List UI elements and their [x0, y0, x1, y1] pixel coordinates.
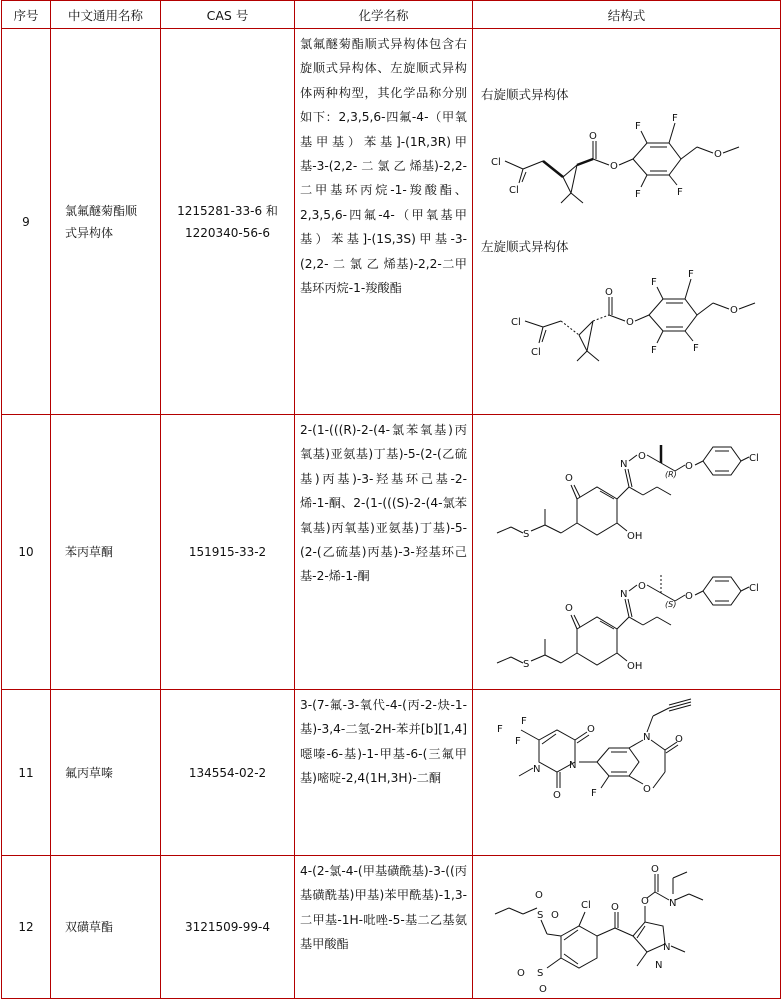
common-name-line: 式异构体	[65, 225, 114, 240]
atom-label: F	[515, 736, 521, 747]
atom-label: F	[672, 113, 678, 124]
atom-label: F	[635, 121, 641, 132]
atom-label: N	[620, 589, 628, 600]
atom-label: O	[539, 984, 547, 995]
atom-label: O	[611, 902, 619, 913]
atom-label: (R)	[665, 470, 677, 479]
atom-label: O	[535, 890, 543, 901]
cas-line: 134554-02-2	[188, 765, 267, 780]
atom-label: OH	[627, 531, 643, 542]
header-chem: 化学名称	[295, 1, 473, 29]
atom-label: O	[675, 734, 683, 745]
atom-label: F	[591, 788, 597, 799]
header-name: 中文通用名称	[51, 1, 161, 29]
structure-left-cis-isomer	[477, 255, 773, 379]
atom-label: F	[693, 343, 699, 354]
structure-r-isomer	[477, 423, 775, 553]
atom-label: Cl	[491, 157, 501, 168]
atom-label: O	[565, 473, 573, 484]
atom-label: F	[521, 716, 527, 727]
row-number: 12	[2, 856, 51, 999]
atom-label: Cl	[581, 900, 591, 911]
atom-label: F	[635, 189, 641, 200]
atom-label: O	[626, 317, 634, 328]
chemical-name-text: 3-(7-氟-3-氧代-4-(丙-2-炔-1-基)-3,4-二氢-2H-苯并[b][1,4]噁嗪-6-基)-1-甲基-6-(三氟甲基)嘧啶-2,4(1H,3H)-二酮	[300, 698, 467, 786]
structure-flupropazine	[477, 696, 775, 816]
cas-line: 1220340-56-6	[184, 225, 270, 240]
atom-label: F	[651, 345, 657, 356]
atom-label: O	[638, 451, 646, 462]
atom-label: O	[565, 603, 573, 614]
common-name	[51, 690, 161, 856]
common-name-line: 氯氟醚菊酯顺	[65, 203, 138, 218]
atom-label: O	[610, 161, 618, 172]
atom-label: Cl	[511, 317, 521, 328]
atom-label: OH	[627, 661, 643, 672]
atom-label: O	[517, 968, 525, 979]
table-row	[2, 29, 781, 415]
atom-label: O	[553, 790, 561, 801]
atom-label: F	[651, 277, 657, 288]
structure-cell	[473, 690, 781, 856]
table-row	[2, 415, 781, 690]
structure-right-cis-isomer	[477, 103, 773, 223]
header-row	[2, 1, 781, 29]
row-number: 9	[2, 29, 51, 415]
atom-label: Cl	[749, 583, 759, 594]
atom-label: Cl	[749, 453, 759, 464]
row-number: 10	[2, 415, 51, 690]
atom-label: S	[523, 659, 530, 670]
cas-number	[161, 29, 295, 415]
common-name-line: 氟丙草嗪	[65, 765, 114, 780]
header-struct: 结构式	[473, 1, 781, 29]
cas-line: 151915-33-2	[188, 545, 267, 559]
atom-label: N	[655, 960, 663, 971]
structure-cell	[473, 415, 781, 690]
cas-line: 1215281-33-6 和	[177, 203, 278, 218]
atom-label: S	[537, 910, 544, 921]
cas-number	[161, 856, 295, 999]
chemical-name-text: 4-(2-氯-4-(甲基磺酰基)-3-((丙基磺酰基)甲基)苯甲酰基)-1,3-二甲基-1H-吡唑-5-基二乙基氨基甲酸酯	[300, 864, 467, 952]
atom-label: O	[651, 864, 659, 875]
atom-label: O	[685, 591, 693, 602]
atom-label: Cl	[509, 185, 519, 196]
table-row	[2, 856, 781, 999]
common-name-line: 苯丙草酮	[65, 545, 114, 559]
atom-label: O	[589, 131, 597, 142]
atom-label: O	[641, 896, 649, 907]
atom-label: S	[537, 968, 544, 979]
cas-number	[161, 415, 295, 690]
atom-label: O	[605, 287, 613, 298]
table-row	[2, 690, 781, 856]
atom-label: N	[643, 732, 651, 743]
cas-line: 3121509-99-4	[184, 920, 270, 934]
chemical-name-text: 2-(1-(((R)-2-(4-氯苯氧基)丙氧基)亚氨基)丁基)-5-(2-(乙硫基)丙基)-3-羟基环己基-2-烯-1-酮、2-(1-(((S)-2-(4-氯苯氧基)丙氧基)亚氨基)丁基)-5-(2-(乙硫基)丙基)-3-羟基环己基-2-烯-1-酮	[300, 423, 467, 584]
atom-label: O	[638, 581, 646, 592]
atom-label: O	[643, 784, 651, 795]
row-number: 11	[2, 690, 51, 856]
chemical-name	[295, 856, 473, 999]
atom-label: N	[620, 459, 628, 470]
atom-label: F	[688, 269, 694, 280]
isomer-label: 右旋顺式异构体	[481, 87, 569, 102]
cas-number	[161, 690, 295, 856]
atom-label: (S)	[665, 600, 677, 609]
atom-label: O	[587, 724, 595, 735]
atom-label: O	[730, 305, 738, 316]
chemical-name	[295, 29, 473, 415]
header-cas: CAS 号	[161, 1, 295, 29]
common-name	[51, 415, 161, 690]
structure-bisulfonyl-ester	[477, 860, 775, 996]
header-no: 序号	[2, 1, 51, 29]
common-name-line: 双磺草酯	[65, 920, 114, 934]
chemical-name-text: 氯氟醚菊酯顺式异构体包含右旋顺式异构体、左旋顺式异构体两种构型，其化学品称分别如下：2,3,5,6-四氟-4-（甲氧基甲基）苯基]-(1R,3R)甲基-3-(2,2- 二 氯 乙 烯基)-2,2-二甲基环丙烷-1-羧酸酯、2,3,5,6-四氟-4-（甲氧基甲基）苯基]-(1S,3S)甲基-3-(2,2- 二 氯 乙 烯基)-2,2-二甲基环丙烷-1-羧酸酯	[300, 37, 467, 296]
chemical-name	[295, 690, 473, 856]
atom-label: N	[669, 898, 677, 909]
structure-cell	[473, 29, 781, 415]
atom-label: Cl	[531, 347, 541, 358]
atom-label: F	[497, 724, 503, 735]
atom-label: N	[569, 760, 577, 771]
chemical-name	[295, 415, 473, 690]
isomer-label: 左旋顺式异构体	[481, 239, 569, 254]
atom-label: N	[663, 942, 671, 953]
atom-label: F	[677, 187, 683, 198]
atom-label: N	[533, 764, 541, 775]
atom-label: O	[714, 149, 722, 160]
atom-label: O	[551, 910, 559, 921]
common-name	[51, 856, 161, 999]
structure-cell	[473, 856, 781, 999]
structure-s-isomer	[477, 553, 775, 681]
pesticide-table	[1, 0, 781, 999]
common-name	[51, 29, 161, 415]
atom-label: S	[523, 529, 530, 540]
atom-label: O	[685, 461, 693, 472]
